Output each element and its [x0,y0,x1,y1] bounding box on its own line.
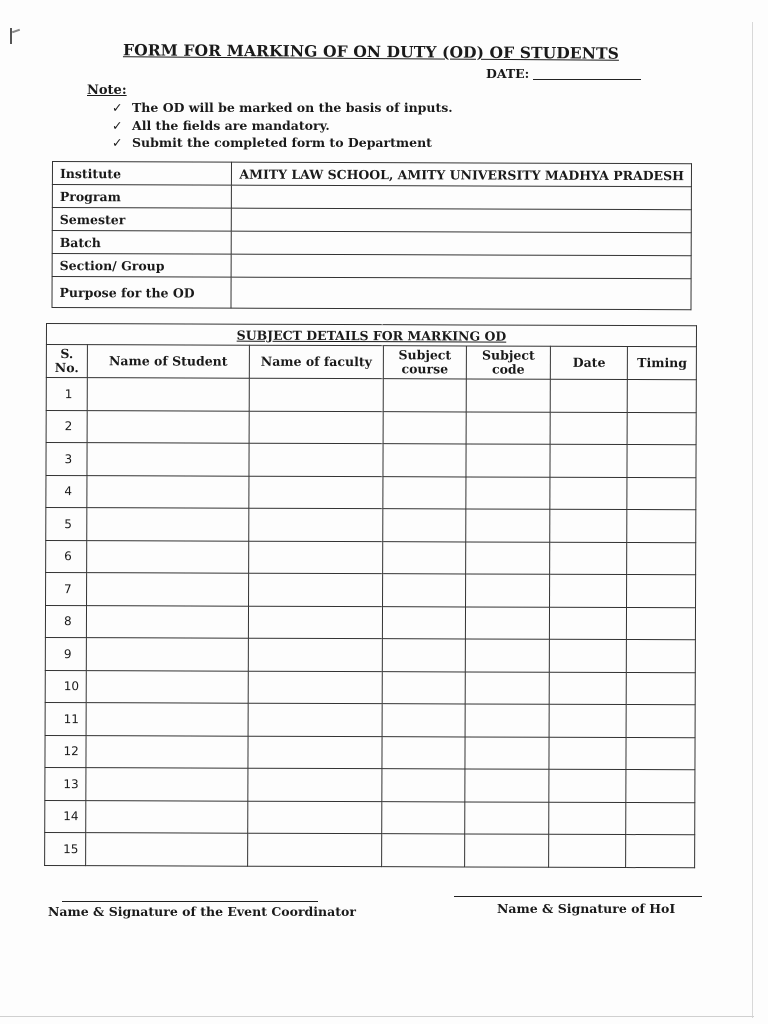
faculty-name-cell[interactable] [249,476,383,509]
student-name-cell[interactable] [86,573,248,606]
timing-cell[interactable] [626,835,695,868]
table-row [46,443,696,478]
timing-cell[interactable] [627,672,696,705]
faculty-name-cell[interactable] [248,671,382,704]
subject-course-cell[interactable] [382,671,465,704]
student-name-cell[interactable] [86,670,248,703]
faculty-name-cell[interactable] [248,736,382,769]
subject-code-cell[interactable] [465,704,549,737]
date-cell[interactable] [550,444,628,477]
subject-course-cell[interactable] [383,476,466,509]
subject-code-cell[interactable] [466,379,550,412]
timing-cell[interactable] [627,705,696,738]
table-row [45,637,695,672]
header-course-line2: course [401,361,449,377]
note-item [112,100,453,118]
date-cell[interactable] [550,542,628,575]
note-item-text: All the fields are mandatory. [132,117,330,133]
info-row-semester [52,208,691,233]
faculty-name-cell[interactable] [249,508,383,541]
info-label: Program [52,185,232,209]
serial-number-cell: 3 [46,443,87,476]
faculty-name-cell[interactable] [249,378,383,411]
date-cell[interactable] [549,834,627,867]
faculty-name-cell[interactable] [248,833,382,866]
info-value[interactable] [231,277,691,310]
faculty-name-cell[interactable] [249,541,383,574]
timing-cell[interactable] [627,510,696,543]
hoi-signature-line[interactable] [454,896,702,897]
subject-code-cell[interactable] [466,541,550,574]
note-item [112,118,453,136]
table-row [45,767,695,802]
note-item-text: Submit the completed form to Department [132,135,432,150]
info-row-program [52,185,691,210]
header-subject-course [383,346,466,379]
check-mark-icon: ✓ [112,100,123,115]
timing-cell[interactable] [626,737,695,770]
student-name-cell[interactable] [87,475,249,508]
serial-number-cell: 14 [45,800,86,833]
student-name-cell[interactable] [85,833,247,866]
subject-course-cell[interactable] [382,769,465,802]
student-name-cell[interactable] [86,768,248,801]
date-cell[interactable] [550,379,628,412]
form-title: FORM FOR MARKING OF ON DUTY (OD) OF STUDENTS [122,40,620,63]
info-row-batch [52,231,691,256]
serial-number-cell: 4 [46,475,87,508]
institute-info-table [51,161,692,310]
header-sno-line1: S. [60,346,74,362]
subject-course-cell[interactable] [383,444,466,477]
timing-cell[interactable] [626,770,695,803]
table-row [45,670,695,705]
serial-number-cell: 13 [45,767,86,800]
subject-code-cell[interactable] [466,476,550,509]
serial-number-cell: 2 [46,410,87,443]
subject-code-cell[interactable] [466,444,550,477]
serial-number-cell: 15 [45,832,86,865]
subject-code-cell[interactable] [465,606,549,639]
faculty-name-cell[interactable] [249,411,383,444]
subject-table-caption: SUBJECT DETAILS FOR MARKING OD [46,324,696,347]
timing-cell[interactable] [627,445,696,478]
info-row-section-group [52,254,691,279]
serial-number-cell: 7 [46,573,87,606]
faculty-name-cell[interactable] [248,801,382,834]
date-field [486,66,641,81]
date-cell[interactable] [549,802,627,835]
date-cell[interactable] [549,574,627,607]
subject-code-cell[interactable] [465,671,549,704]
info-value[interactable] [232,254,692,279]
info-row-purpose [52,277,691,310]
date-cell[interactable] [549,737,627,770]
faculty-name-cell[interactable] [248,638,382,671]
note-list [112,100,453,153]
faculty-name-cell[interactable] [248,606,382,639]
date-cell[interactable] [549,607,627,640]
subject-course-cell[interactable] [382,574,465,607]
student-name-cell[interactable] [86,605,248,638]
coordinator-signature-label: Name & Signature of the Event Coordinator [48,904,356,919]
page-edge-bottom [0,1016,754,1017]
student-name-cell[interactable] [86,540,248,573]
table-row [45,832,695,867]
date-cell[interactable] [549,704,627,737]
header-subject-code [466,346,550,379]
header-course-line1: Subject [398,347,452,363]
subject-course-cell[interactable] [382,801,465,834]
table-row [45,702,695,737]
subject-code-cell[interactable] [466,509,550,542]
coordinator-signature-line[interactable] [62,901,318,902]
date-cell[interactable] [549,639,627,672]
info-value[interactable] [232,231,692,256]
date-cell[interactable] [550,412,628,445]
check-mark-icon: ✓ [112,135,123,150]
info-label: Purpose for the OD [52,277,232,309]
date-cell[interactable] [550,477,628,510]
subject-table-header-row [46,345,696,380]
faculty-name-cell[interactable] [249,443,383,476]
table-row [46,475,696,510]
serial-number-cell: 8 [45,605,86,638]
info-row-institute [52,162,691,187]
info-label: Batch [52,231,232,255]
serial-number-cell: 9 [45,637,86,670]
subject-code-cell[interactable] [466,411,550,444]
note-item-text: The OD will be marked on the basis of inputs. [132,100,453,115]
page-edge-right [752,22,753,1018]
subject-code-cell[interactable] [465,769,549,802]
subject-course-cell[interactable] [383,411,466,444]
header-code-line2: code [491,361,525,377]
date-cell[interactable] [550,509,628,542]
table-row [46,378,696,413]
student-name-cell[interactable] [87,378,249,411]
date-cell[interactable] [549,672,627,705]
student-name-cell[interactable] [87,410,249,443]
subject-course-cell[interactable] [382,736,465,769]
faculty-name-cell[interactable] [248,768,382,801]
timing-cell[interactable] [627,607,696,640]
timing-cell[interactable] [626,802,695,835]
info-label: Institute [52,162,232,186]
note-item [112,135,453,153]
subject-code-cell[interactable] [465,834,549,867]
faculty-name-cell[interactable] [249,573,383,606]
serial-number-cell: 1 [46,378,87,411]
note-label: Note: [87,83,127,98]
faculty-name-cell[interactable] [248,703,382,736]
student-name-cell[interactable] [86,735,248,768]
check-mark-icon: ✓ [112,117,123,133]
timing-cell[interactable] [628,380,697,413]
date-cell[interactable] [549,769,627,802]
subject-table-body [45,378,697,868]
table-row [45,735,695,770]
timing-cell[interactable] [627,575,696,608]
subject-code-cell[interactable] [465,736,549,769]
info-value[interactable] [232,208,692,233]
header-faculty: Name of faculty [249,345,383,378]
table-row [45,800,695,835]
timing-cell[interactable] [627,542,696,575]
subject-course-cell[interactable] [382,606,465,639]
date-blank-line[interactable] [533,79,641,80]
serial-number-cell: 10 [45,670,86,703]
subject-course-cell[interactable] [382,834,465,867]
timing-cell[interactable] [627,640,696,673]
subject-course-cell[interactable] [382,639,465,672]
header-date: Date [550,346,628,379]
subject-course-cell[interactable] [383,541,466,574]
table-row [46,410,696,445]
header-sno [46,345,87,378]
student-name-cell[interactable] [87,443,249,476]
serial-number-cell: 11 [45,702,86,735]
student-name-cell[interactable] [86,800,248,833]
student-name-cell[interactable] [86,638,248,671]
header-code-line1: Subject [481,347,535,363]
info-label: Semester [52,208,232,232]
timing-cell[interactable] [628,412,697,445]
header-sno-line2: No. [54,360,79,376]
student-name-cell[interactable] [87,508,249,541]
timing-cell[interactable] [627,477,696,510]
subject-code-cell[interactable] [465,801,549,834]
subject-course-cell[interactable] [383,509,466,542]
header-student: Name of Student [87,345,249,379]
table-row [46,540,696,575]
serial-number-cell: 12 [45,735,86,768]
scan-corner-mark-tick [12,29,20,34]
subject-course-cell[interactable] [382,704,465,737]
header-timing: Timing [628,347,697,380]
subject-code-cell[interactable] [465,639,549,672]
serial-number-cell: 5 [46,508,87,541]
table-row [45,605,695,640]
serial-number-cell: 6 [46,540,87,573]
hoi-signature-label: Name & Signature of HoI [497,901,676,916]
table-row [46,508,696,543]
subject-details-table [44,323,697,868]
info-label: Section/ Group [52,254,232,278]
info-value[interactable] [232,185,692,210]
student-name-cell[interactable] [86,703,248,736]
table-row [46,573,696,608]
date-label: DATE: [486,66,530,81]
info-value[interactable]: AMITY LAW SCHOOL, AMITY UNIVERSITY MADHYA PRADESH [232,162,692,187]
subject-table-caption-row [46,324,696,347]
subject-code-cell[interactable] [465,574,549,607]
subject-course-cell[interactable] [383,379,466,412]
